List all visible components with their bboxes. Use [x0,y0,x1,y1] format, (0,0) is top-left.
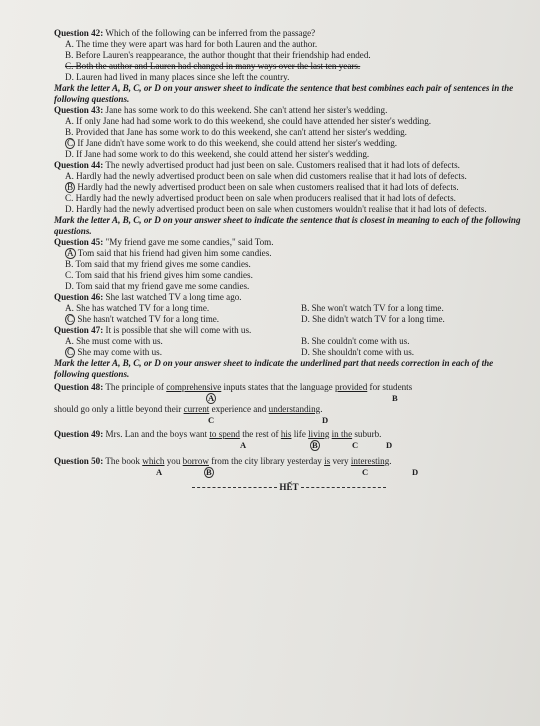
answer-circle: C [67,138,74,148]
letter-a: A [156,467,163,477]
option-d: D. She didn't watch TV for a long time. [301,314,445,324]
underlined-part-b: provided [334,382,368,392]
divider-left [192,487,277,488]
question-44: Question 44: The newly advertised product had just been on sale. Customers realised that it had lots of defects. [54,160,460,170]
instruction-error-correction: Mark the letter A, B, C, or D on your answer sheet to indicate the underlined part that needs correction in each of the following questions. [54,358,494,379]
underlined-part-d: understanding [268,404,321,414]
option-a: A. She has watched TV for a long time. [65,303,210,313]
exam-content [54,28,524,493]
option-d: D. If Jane had some work to do this weekend, she could attend her sister's wedding. [65,149,370,159]
underlined-part-b: his [280,429,292,439]
option-d: D. Lauren had lived in many places since she left the country. [65,72,290,82]
option-a: A. If only Jane had had some work to do this weekend, she could have attended her sister's wedding. [65,116,432,126]
underlined-part-a: to spend [209,429,240,439]
option-a: A. She must come with us. [65,336,163,346]
letter-a: A [240,440,247,450]
underlined-part-d: in the [331,429,353,439]
underlined-part-b: borrow [182,456,209,466]
answer-letters-row [54,440,524,451]
answer-circle: C [67,314,74,324]
letter-c: C [362,467,369,477]
underlined-part-c: is [324,456,331,466]
option-c: C. Both the author and Lauren had changed in many ways over the last ten years. [65,61,361,71]
option-c: C. Hardly had the newly advertised product been on sale when producers realised that it had lots of defects. [65,193,456,203]
question-49: Question 49: Mrs. Lan and the boys want to spend the rest of his life living in the suburb. [54,429,382,439]
underlined-part-c: current [183,404,210,414]
end-text: HẾT [279,482,299,492]
option-c: C She may come with us. [67,347,162,357]
option-c: C She hasn't watched TV for a long time. [67,314,220,324]
answer-circle: A [67,248,74,258]
option-d: D. She shouldn't come with us. [301,347,415,357]
option-b: B. Provided that Jane has some work to do this weekend, she can't attend her sister's wedding. [65,127,407,137]
question-47: Question 47: It is possible that she will come with us. [54,325,252,335]
answer-circle: B [67,182,74,192]
option-b: B Hardly had the newly advertised product been on sale when customers realised that it had lots of defects. [67,182,459,192]
option-a: A. The time they were apart was hard for both Lauren and the author. [65,39,318,49]
option-c: C. Tom said that his friend gives him some candies. [65,270,253,280]
option-b: B. Before Lauren's reappearance, the author thought that their friendship had ended. [65,50,371,60]
letter-b: B [392,393,398,403]
letter-c: C [208,415,215,425]
answer-circle: B [206,467,212,477]
answer-letters-row [54,415,524,426]
option-a: A Tom said that his friend had given him some candies. [67,248,272,258]
question-46: Question 46: She last watched TV a long time ago. [54,292,242,302]
question-48: Question 48: The principle of comprehensive inputs states that the language provided for students [54,382,413,392]
question-stem: Which of the following can be inferred from the passage? [103,28,316,38]
answer-letters-row [54,467,524,478]
option-b: B. Tom said that my friend gives me some candies. [65,259,251,269]
option-d: D. Hardly had the newly advertised product been on sale when customers wouldn't realise that it had lots of defects. [65,204,487,214]
answer-circle: C [67,347,74,357]
instruction-combine: Mark the letter A, B, C, or D on your answer sheet to indicate the sentence that best combines each pair of sentences in the following questions. [54,83,514,104]
question-45: Question 45: "My friend gave me some candies," said Tom. [54,237,274,247]
options-row-1 [54,303,524,314]
answer-circle: B [312,440,318,450]
letter-d: D [412,467,419,477]
question-42 [54,28,524,39]
end-marker [54,482,524,493]
option-b: B. She couldn't come with us. [301,336,410,346]
letter-d: D [322,415,329,425]
question-48-cont: should go only a little beyond their current experience and understanding. [54,404,323,414]
answer-letters-row [54,393,524,404]
options-row-2 [54,314,524,325]
underlined-part-d: interesting [350,456,390,466]
option-c: C If Jane didn't have some work to do this weekend, she could attend her sister's wedding. [67,138,398,148]
divider-right [301,487,386,488]
options-row-2 [54,347,524,358]
underlined-part-a: comprehensive [166,382,222,392]
letter-c: C [352,440,359,450]
option-d: D. Tom said that my friend gave me some candies. [65,281,250,291]
answer-circle: A [208,393,215,403]
question-50: Question 50: The book which you borrow from the city library yesterday is very interesting. [54,456,392,466]
underlined-part-c: living [308,429,330,439]
letter-d: D [386,440,393,450]
instruction-closest-meaning: Mark the letter A, B, C, or D on your answer sheet to indicate the sentence that is closest in meaning to each of the following questions. [54,215,521,236]
underlined-part-a: which [142,456,165,466]
option-b: B. She won't watch TV for a long time. [301,303,444,313]
option-a: A. Hardly had the newly advertised product been on sale when did customers realise that it had lots of defects. [65,171,467,181]
options-row-1 [54,336,524,347]
question-43: Question 43: Jane has some work to do this weekend. She can't attend her sister's wedding. [54,105,388,115]
question-number: Question 42: [54,28,104,38]
